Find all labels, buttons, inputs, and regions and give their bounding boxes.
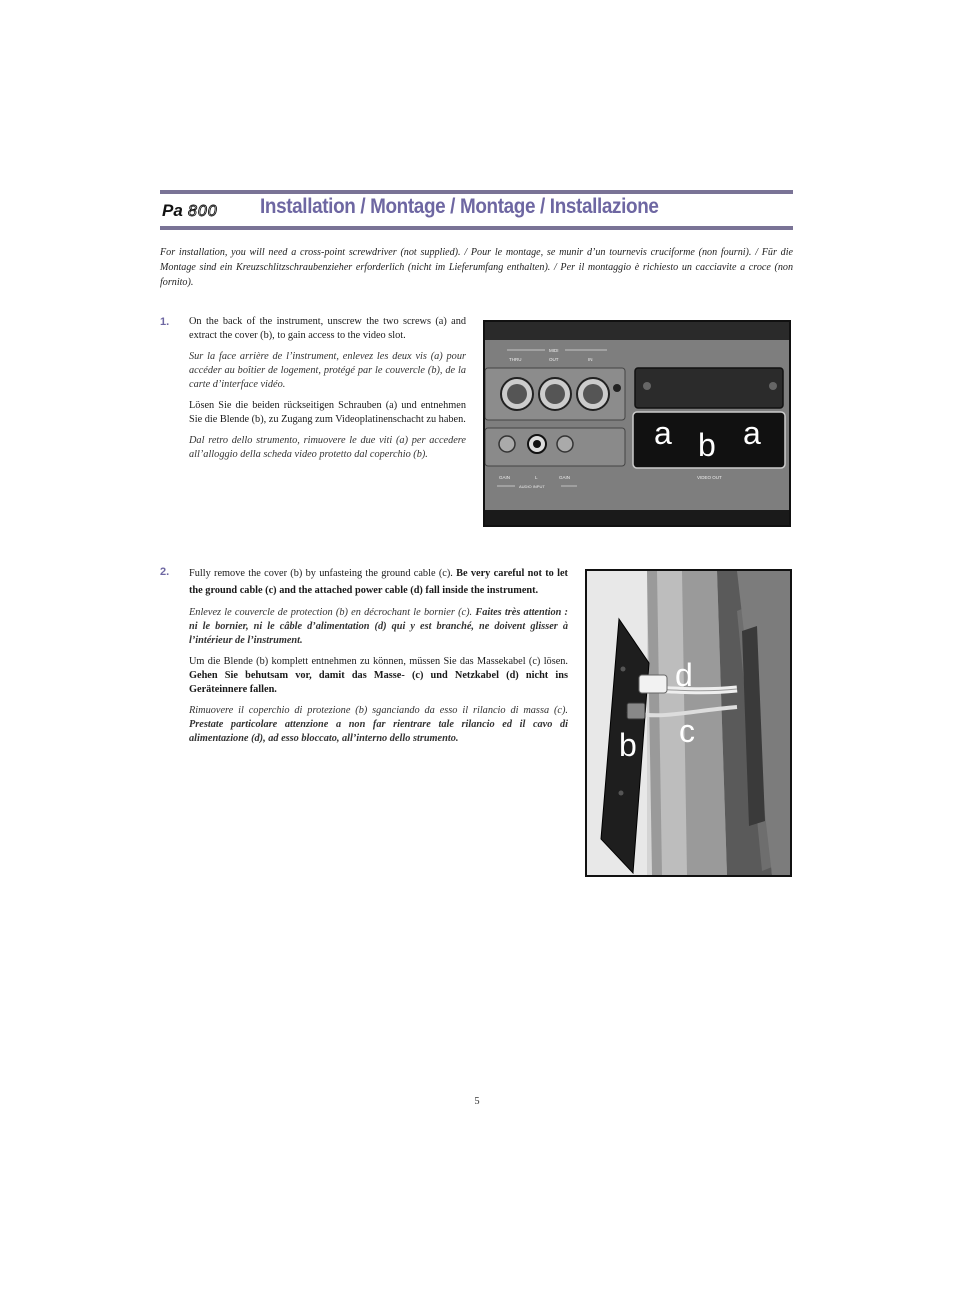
thru-label: THRU [509,357,522,362]
step-2-de-text: Um die Blende (b) komplett entnehmen zu können, müssen Sie das Massekabel (c) lösen. [189,656,568,667]
step-2-it-warning: Prestate particolare attenzione a non far rientrare tale rilancio ed il cavo di alimentazione (d), ad esso bloccato, all’interno dello strumento. [189,719,568,744]
out-label: OUT [549,357,559,362]
step-2-number: 2. [160,566,170,578]
callout-cover-b: b [619,727,637,763]
pa800-logo [162,201,244,219]
midi-in-connector [577,378,609,410]
step-2-de-warning: Gehen Sie behutsam vor, damit das Masse- (c) und Netzkabel (d) nicht ins Geräteinnere fallen. [189,670,568,695]
callout-screw-a-left: a [654,415,672,451]
midi-out-connector [539,378,571,410]
channel-l-label: L [535,475,538,480]
step-2-de [189,655,568,697]
gain-right-label: GAIN [559,475,571,480]
header-rule-bottom [160,226,793,230]
intro-text: For installation, you will need a cross-point screwdriver (not supplied). / Pour le montage, se munir d’un tournevis cruciforme (non fourni). / Für die Montage sind ein Kreuzschlitzschraubenzieher erforderlich (nicht im Lieferumfang enthalten). / Per il montaggio è richiesto un cacciavite a croce (non fornito). [160,247,793,288]
midi-label: MIDI [549,348,559,353]
page-number: 5 [474,1096,480,1107]
page-title: Installation / Montage / Montage / Installazione [260,195,659,218]
callout-screw-a-right: a [743,415,761,451]
callout-cover-b: b [698,427,716,463]
step-2-fr [189,606,568,648]
video-out-label: VIDEO OUT [697,475,722,480]
step-1-number: 1. [160,316,170,328]
gain-left-label: GAIN [499,475,511,480]
step-1-fr: Sur la face arrière de l’instrument, enlevez les deux vis (a) pour accéder au boîtier de logement, protégé par le couvercle (b), de la carte d’interface vidéo. [189,351,466,390]
svg-text:Pa: Pa [162,201,183,219]
step-2-en-text: Fully remove the cover (b) by unfasteing the ground cable (c). [189,568,457,579]
step-1-text [189,315,466,469]
callout-power-cable-d: d [675,657,693,693]
header-rule-top [160,190,793,194]
rear-panel-photo [483,320,791,527]
cover-cable-photo [585,569,792,877]
step-1-it: Dal retro dello strumento, rimuovere le due viti (a) per accedere all’alloggio della scheda video protetto dal coperchio (b). [189,435,466,460]
step-2-text [189,566,568,753]
step-2-it-text: Rimuovere il coperchio di protezione (b) sganciando da esso il rilancio di massa (c). [189,705,568,716]
in-label: IN [588,357,593,362]
step-2-fr-text: Enlevez le couvercle de protection (b) en décrochant le bornier (c). [189,607,476,618]
svg-text:800: 800 [188,203,218,219]
step-2-fr-warning: Faites très attention : ni le bornier, ni le câble d’alimentation (d) qui y est branché, ne doivent glisser à l’intérieur de l’instrument. [189,607,568,646]
step-2-it [189,704,568,746]
midi-thru-connector [501,378,533,410]
callout-ground-cable-c: c [679,713,695,749]
step-2-en [189,566,568,599]
step-1-en: On the back of the instrument, unscrew the two screws (a) and extract the cover (b), to gain access to the video slot. [189,316,466,341]
step-1-de: Lösen Sie die beiden rückseitigen Schrauben (a) und entnehmen Sie die Blende (b), zu Zugang zum Videoplatinenschacht zu haben. [189,400,466,425]
audio-input-label: AUDIO INPUT [519,484,545,489]
step-2-en-warning: Be very careful not to let the ground cable (c) and the attached power cable (d) fall inside the instrument. [189,568,568,596]
